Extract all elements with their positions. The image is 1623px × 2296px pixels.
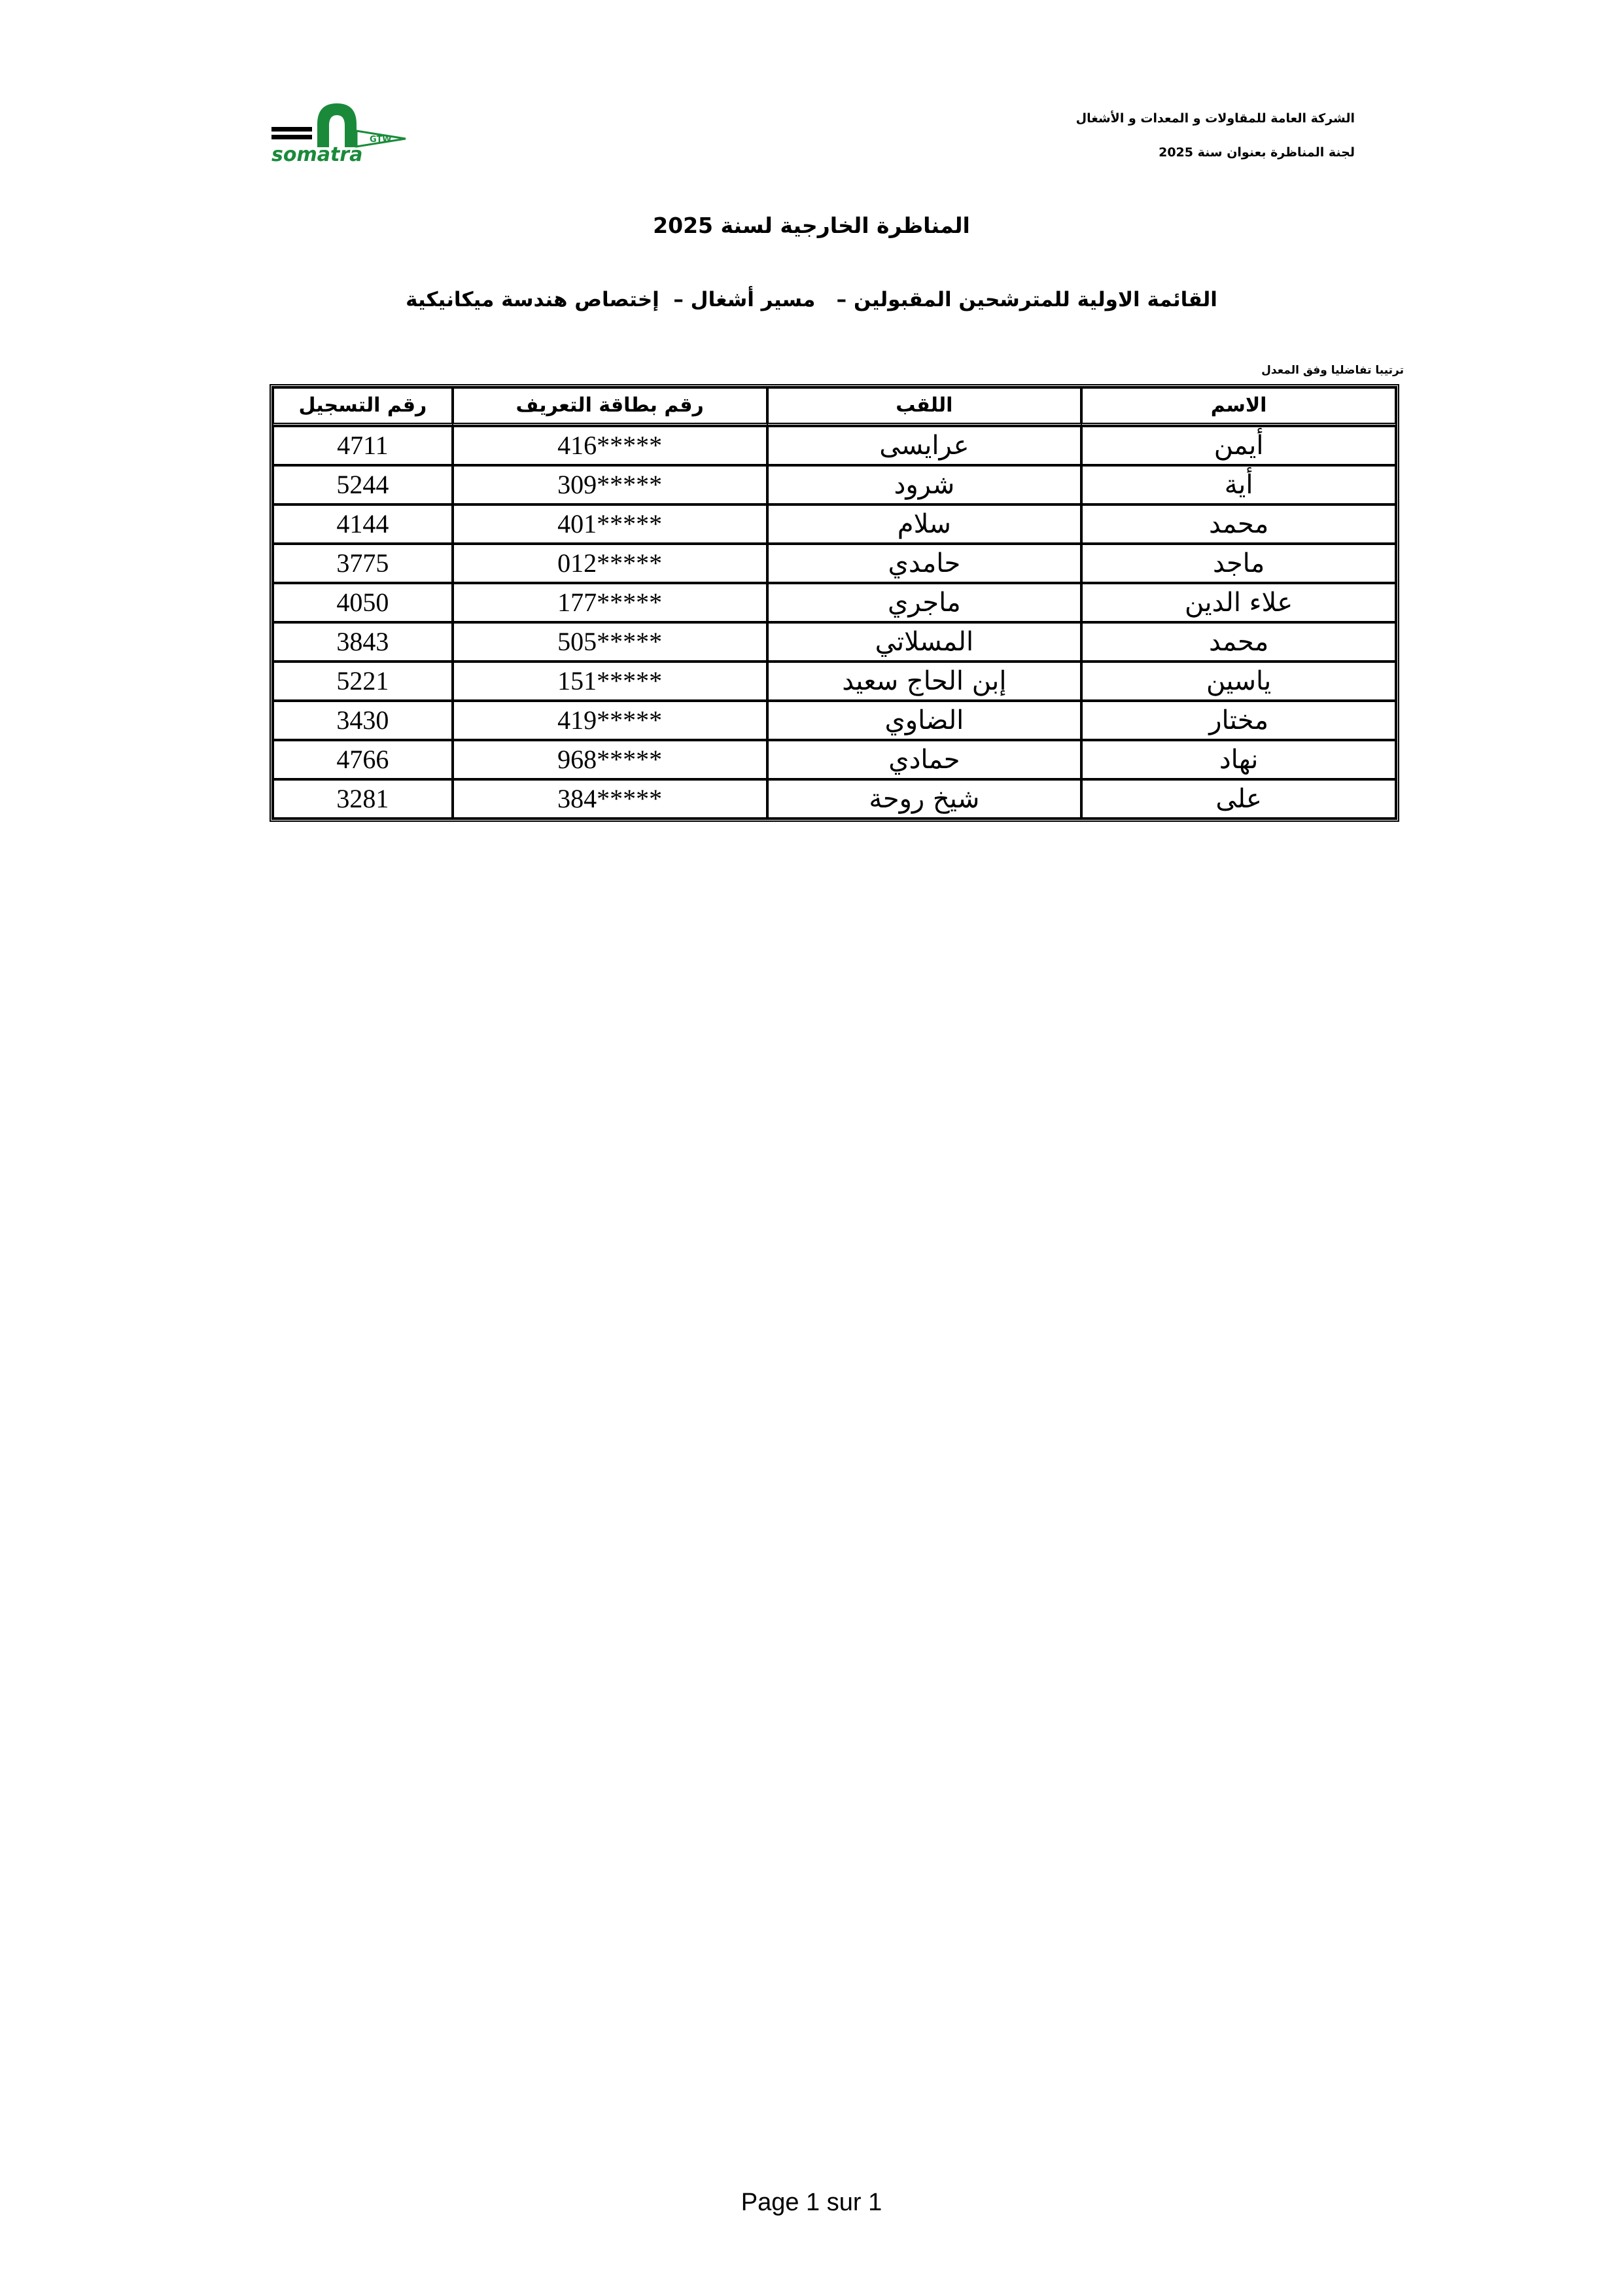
table-row — [273, 465, 1396, 504]
cell-last-name: شرود — [767, 465, 1082, 504]
cell-last-name: شيخ روحة — [767, 779, 1082, 819]
cell-last-name: الضاوي — [767, 701, 1082, 740]
table-row — [273, 701, 1396, 740]
cell-id-number: *****177 — [453, 583, 767, 622]
cell-first-name: نهاد — [1081, 740, 1396, 779]
cell-id-number: *****384 — [453, 779, 767, 819]
cell-id-number: *****968 — [453, 740, 767, 779]
cell-first-name: علاء الدين — [1081, 583, 1396, 622]
ranking-note: ترتيبا تفاضليا وفق المعدل — [1261, 364, 1404, 377]
table-row — [273, 740, 1396, 779]
company-logo — [271, 98, 412, 164]
cell-first-name: ماجد — [1081, 544, 1396, 583]
table-header-row — [273, 387, 1396, 426]
cell-id-number: *****505 — [453, 622, 767, 662]
column-header-id-number: رقم بطاقة التعريف — [453, 387, 767, 426]
cell-first-name: محمد — [1081, 622, 1396, 662]
committee-name: لجنة المناظرة بعنوان سنة 2025 — [1159, 145, 1355, 160]
cell-first-name: على — [1081, 779, 1396, 819]
candidates-table-wrapper — [270, 384, 1399, 822]
table-row — [273, 662, 1396, 701]
logo-text: somatra — [271, 143, 363, 164]
cell-registration-number: 3843 — [273, 622, 453, 662]
cell-last-name: عرايسى — [767, 426, 1082, 465]
cell-first-name: مختار — [1081, 701, 1396, 740]
cell-registration-number: 4711 — [273, 426, 453, 465]
table-row — [273, 779, 1396, 819]
cell-last-name: حامدي — [767, 544, 1082, 583]
cell-registration-number: 4144 — [273, 504, 453, 544]
cell-id-number: *****416 — [453, 426, 767, 465]
table-row — [273, 426, 1396, 465]
cell-registration-number: 3430 — [273, 701, 453, 740]
cell-first-name: محمد — [1081, 504, 1396, 544]
cell-registration-number: 4050 — [273, 583, 453, 622]
column-header-last-name: اللقب — [767, 387, 1082, 426]
column-header-registration-number: رقم التسجيل — [273, 387, 453, 426]
cell-last-name: حمادي — [767, 740, 1082, 779]
cell-first-name: أيمن — [1081, 426, 1396, 465]
cell-last-name: إبن الحاج سعيد — [767, 662, 1082, 701]
page-subtitle: القائمة الاولية للمترشحين المقبولين – مسير أشغال – إختصاص هندسة ميكانيكية — [406, 288, 1217, 311]
cell-registration-number: 5244 — [273, 465, 453, 504]
cell-id-number: *****012 — [453, 544, 767, 583]
cell-last-name: سلام — [767, 504, 1082, 544]
page-footer: Page 1 sur 1 — [741, 2189, 882, 2216]
column-header-first-name: الاسم — [1081, 387, 1396, 426]
cell-first-name: ياسين — [1081, 662, 1396, 701]
cell-registration-number: 3775 — [273, 544, 453, 583]
logo-suffix: GTW — [370, 135, 392, 145]
table-row — [273, 544, 1396, 583]
page-title: المناظرة الخارجية لسنة 2025 — [653, 213, 970, 238]
cell-id-number: *****151 — [453, 662, 767, 701]
organization-header — [1076, 101, 1355, 169]
cell-id-number: *****401 — [453, 504, 767, 544]
cell-registration-number: 3281 — [273, 779, 453, 819]
table-row — [273, 504, 1396, 544]
table-row — [273, 583, 1396, 622]
cell-registration-number: 5221 — [273, 662, 453, 701]
cell-id-number: *****419 — [453, 701, 767, 740]
org-name: الشركة العامة للمقاولات و المعدات و الأشغال — [1075, 111, 1355, 126]
table-body — [273, 426, 1396, 819]
candidates-table — [270, 384, 1399, 822]
cell-registration-number: 4766 — [273, 740, 453, 779]
table-row — [273, 622, 1396, 662]
cell-id-number: *****309 — [453, 465, 767, 504]
cell-first-name: أية — [1081, 465, 1396, 504]
cell-last-name: المسلاتي — [767, 622, 1082, 662]
cell-last-name: ماجري — [767, 583, 1082, 622]
